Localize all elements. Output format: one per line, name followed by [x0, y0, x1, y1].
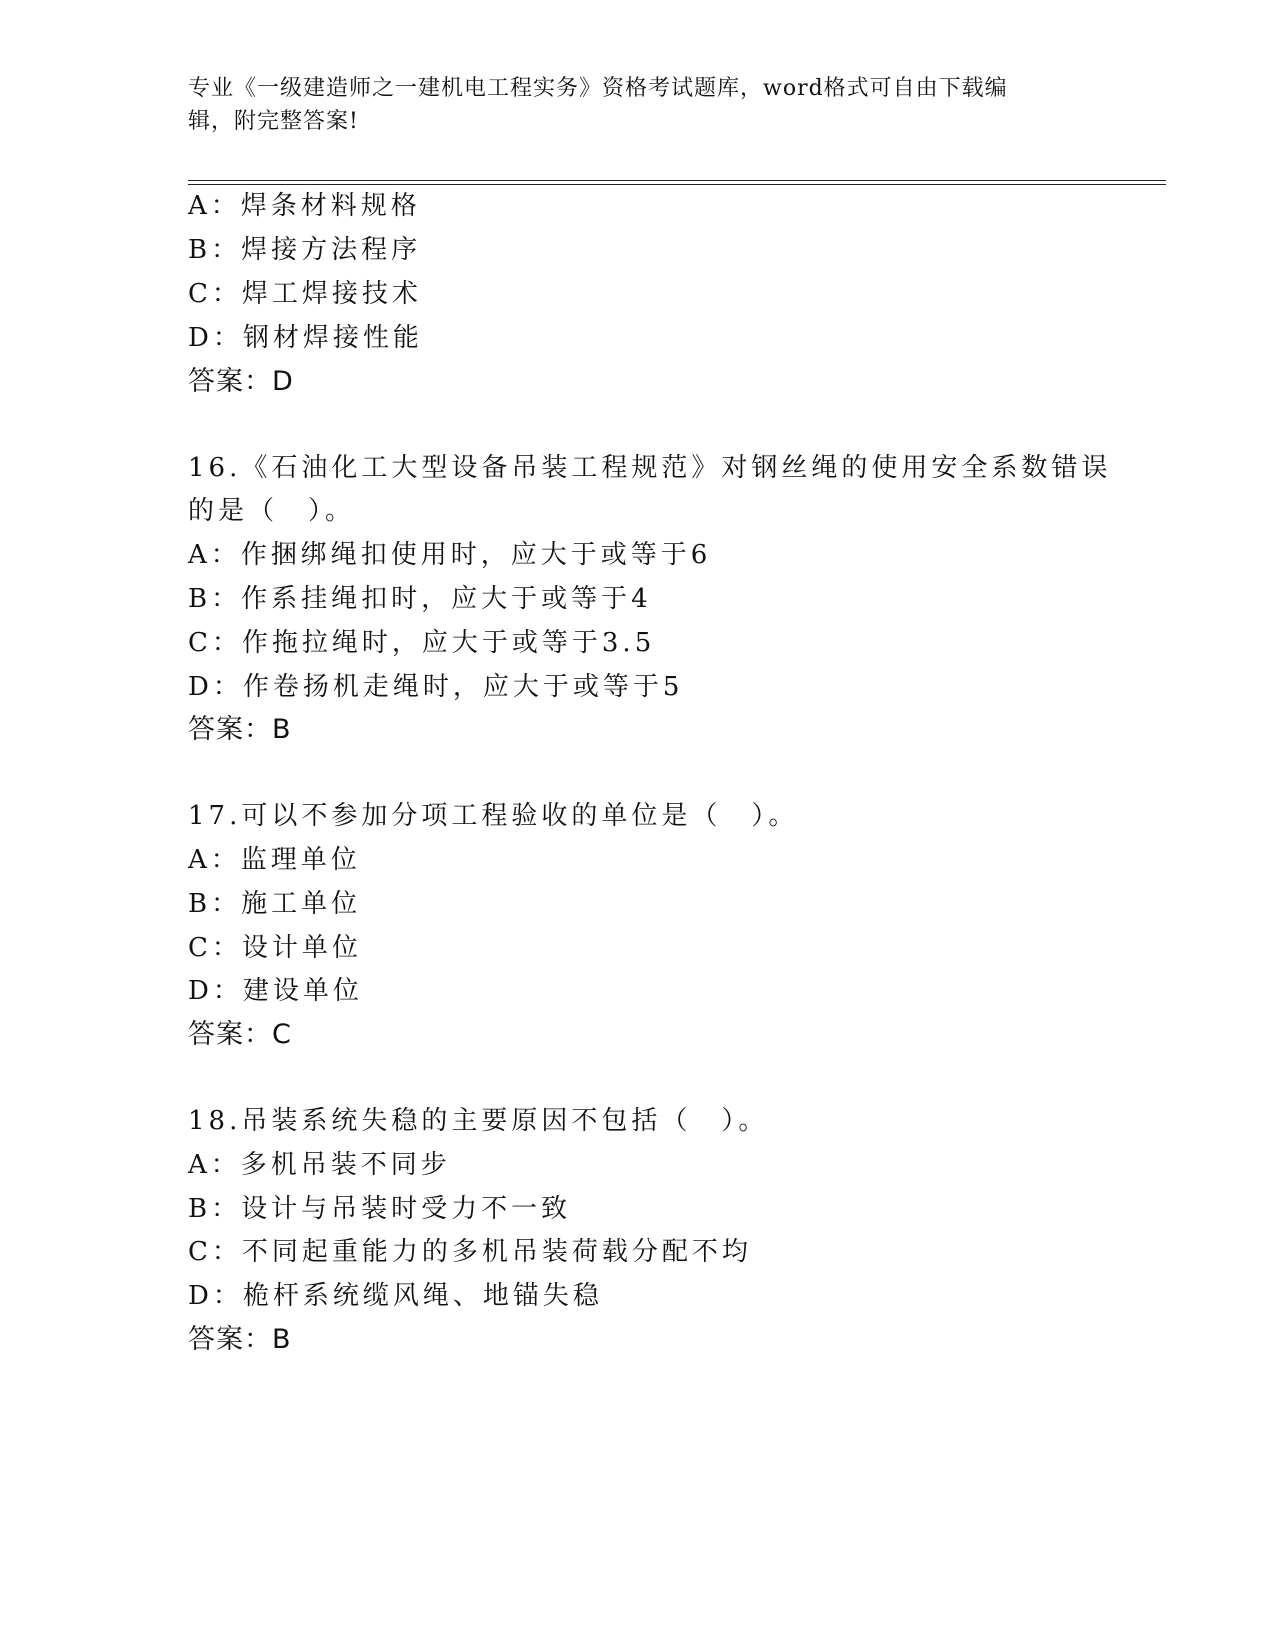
header-line-1: 专业《一级建造师之一建机电工程实务》资格考试题库，word格式可自由下载编	[188, 76, 1008, 101]
q16-option-a: A：作捆绑绳扣使用时，应大于或等于6	[188, 540, 712, 570]
q16-option-b: B：作系挂绳扣时，应大于或等于4	[188, 584, 652, 614]
q18-option-c: C：不同起重能力的多机吊装荷载分配不均	[188, 1237, 752, 1267]
header-divider-bottom	[188, 184, 1166, 185]
q15-option-b: B：焊接方法程序	[188, 235, 422, 265]
q15-option-c: C：焊工焊接技术	[188, 279, 422, 309]
q16-option-d: D：作卷扬机走绳时，应大于或等于5	[188, 672, 684, 702]
q17-option-b: B：施工单位	[188, 889, 362, 919]
q18-option-b: B：设计与吊装时受力不一致	[188, 1194, 572, 1224]
q16-option-c: C：作拖拉绳时，应大于或等于3.5	[188, 628, 656, 658]
header-line-2: 辑，附完整答案!	[188, 109, 359, 134]
q18-option-d: D：桅杆系统缆风绳、地锚失稳	[188, 1281, 603, 1311]
q18-answer: 答案：B	[188, 1324, 292, 1355]
q17-option-a: A：监理单位	[188, 845, 361, 875]
q18-stem-line-1: 18.吊装系统失稳的主要原因不包括（ ）。	[188, 1106, 769, 1136]
q18-option-a: A：多机吊装不同步	[188, 1150, 451, 1180]
q17-option-d: D：建设单位	[188, 976, 363, 1006]
q15-option-a: A：焊条材料规格	[188, 191, 421, 221]
q15-option-d: D：钢材焊接性能	[188, 323, 423, 353]
q17-option-c: C：设计单位	[188, 933, 362, 963]
q16-stem-line-1: 16.《石油化工大型设备吊装工程规范》对钢丝绳的使用安全系数错误	[188, 453, 1112, 483]
header-divider-top	[188, 180, 1166, 181]
q17-answer: 答案：C	[188, 1019, 292, 1050]
q16-stem-line-2: 的是（ ）。	[188, 496, 356, 526]
q16-answer: 答案：B	[188, 714, 292, 745]
q17-stem-line-1: 17.可以不参加分项工程验收的单位是（ ）。	[188, 801, 799, 831]
q15-answer: 答案：D	[188, 366, 294, 397]
document-header	[188, 72, 1068, 138]
